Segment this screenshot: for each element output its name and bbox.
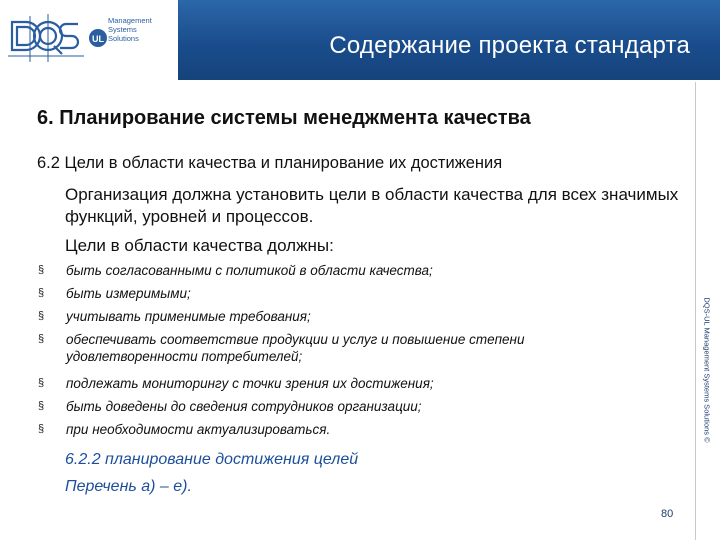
list-item-text: быть измеримыми; xyxy=(66,286,191,301)
bullet-icon: § xyxy=(38,310,45,322)
subsection-heading: 6.2 Цели в области качества и планирование их достижения xyxy=(37,154,503,172)
page-number: 80 xyxy=(661,508,674,520)
svg-text:UL: UL xyxy=(92,34,104,44)
list-item xyxy=(38,262,638,279)
list-item-text: подлежать мониторингу с точки зрения их достижения; xyxy=(66,376,434,391)
bullet-icon: § xyxy=(38,333,45,345)
sub-item-reference: Перечень а) – е). xyxy=(65,478,192,495)
ul-logo-text xyxy=(108,16,178,43)
sub-item-block xyxy=(65,446,358,500)
header-bar xyxy=(0,0,720,80)
side-copyright xyxy=(698,90,716,535)
body-paragraph: Организация должна установить цели в области качества для всех значимых функций, уровней и процессов. xyxy=(65,185,679,226)
side-divider xyxy=(695,82,696,540)
list-item-text: быть доведены до сведения сотрудников организации; xyxy=(66,399,422,414)
list-item-text: учитывать применимые требования; xyxy=(66,309,311,324)
bullet-icon: § xyxy=(38,400,45,412)
side-copyright-text: DQS-UL Management Systems Solutions © xyxy=(702,297,712,443)
bullet-icon: § xyxy=(38,423,45,435)
list-item xyxy=(38,421,638,438)
page-title: Содержание проекта стандарта xyxy=(329,32,690,59)
list-item xyxy=(38,331,638,365)
sub-item-title: 6.2.2 планирование достижения целей xyxy=(65,451,359,468)
body-paragraph-2: Цели в области качества должны: xyxy=(65,236,334,255)
bullet-icon: § xyxy=(38,287,45,299)
logo-line-1: Management xyxy=(108,16,152,25)
list-item xyxy=(38,285,638,302)
bullet-icon: § xyxy=(38,377,45,389)
objectives-list xyxy=(38,262,638,444)
logo-line-3: Solutions xyxy=(108,34,139,43)
dqs-logo-icon xyxy=(8,10,84,70)
ul-logo-icon xyxy=(88,16,108,60)
logo-area xyxy=(0,0,178,80)
list-item-text: при необходимости актуализироваться. xyxy=(66,422,331,437)
list-item xyxy=(38,398,638,415)
list-item-text: обеспечивать соответствие продукции и услуг и повышение степени удовлетворенности потребителей; xyxy=(66,332,525,364)
section-heading: 6. Планирование системы менеджмента качества xyxy=(37,107,531,129)
list-item-text: быть согласованными с политикой в области качества; xyxy=(66,263,433,278)
list-item xyxy=(38,375,638,392)
logo-line-2: Systems xyxy=(108,25,137,34)
list-item xyxy=(38,308,638,325)
bullet-icon: § xyxy=(38,264,45,276)
